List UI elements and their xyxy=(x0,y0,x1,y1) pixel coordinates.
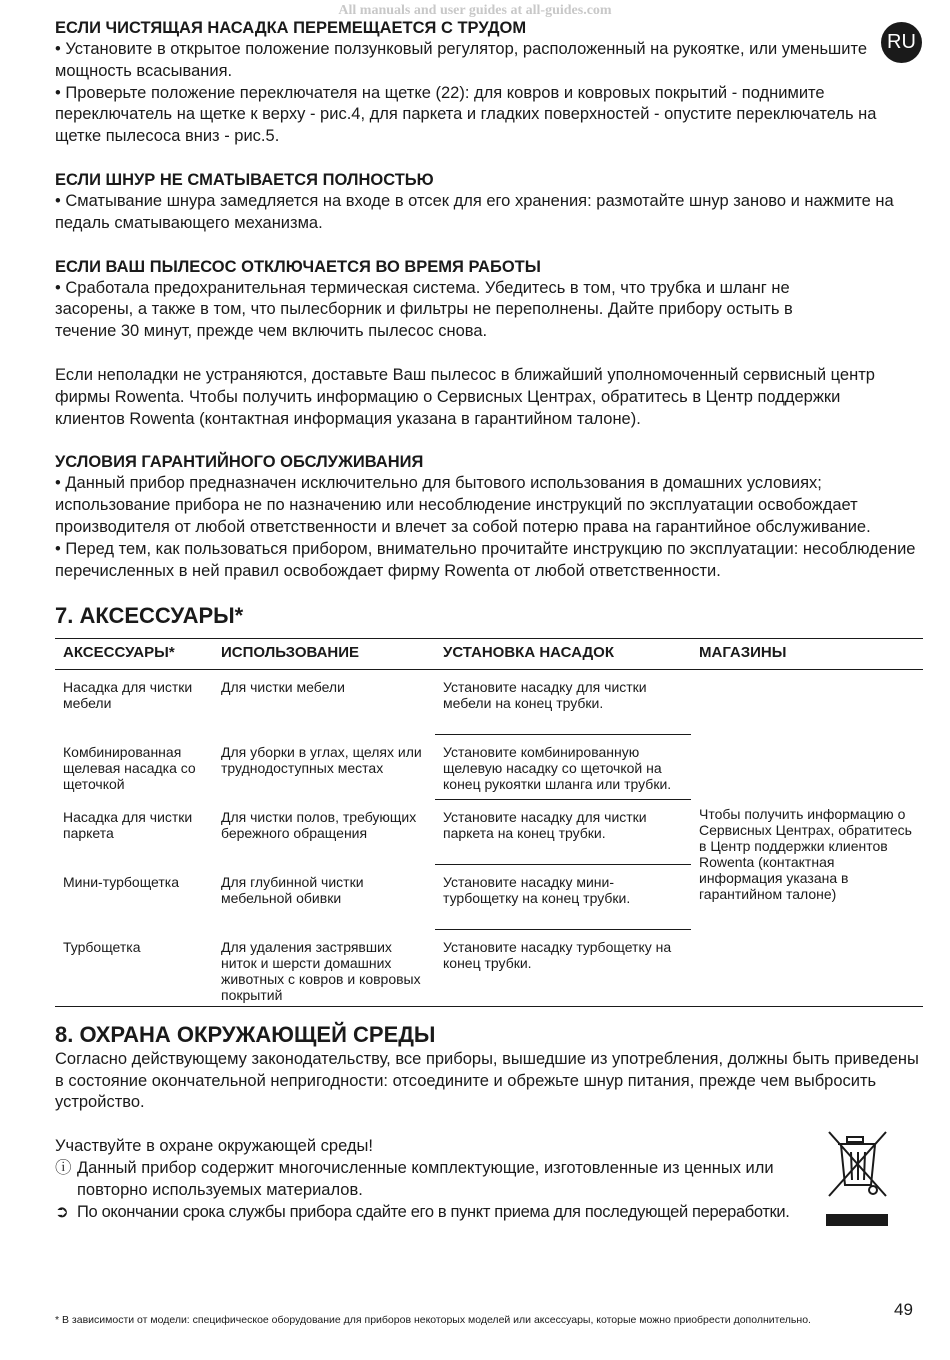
section-heading-shutoff: ЕСЛИ ВАШ ПЫЛЕСОС ОТКЛЮЧАЕТСЯ ВО ВРЕМЯ РАБОТЫ xyxy=(55,257,541,276)
paragraph: • Данный прибор предназначен исключительно для бытового использования в домашних условиях; использование прибора не по назначению или несоблюдение инструкций по эксплуатации освобождает производителя от любой ответственности и влечет за собой потерю права на гарантийное обслуживание. xyxy=(55,474,871,536)
accessory-use: Для чистки полов, требующих бережного обращения xyxy=(221,808,417,841)
accessory-name: Турбощетка xyxy=(55,930,213,1007)
paragraph: • Сработала предохранительная термическая система. Убедитесь в том, что трубка и шланг не засорены, а также в том, что пылесборник и фильтры не переполнены. Дайте прибору остыть в течение 30 минут, прежде чем включить пылесос снова. xyxy=(55,278,793,341)
accessory-name: Насадка для чистки паркета xyxy=(63,808,193,841)
paragraph: Если неполадки не устраняются, доставьте Ваш пылесос в ближайший уполномоченный сервисный центр фирмы Rowenta. Чтобы получить информацию о Сервисных Центрах, обратитесь в Центр поддержки клиентов Rowenta (контактная информация указана в гарантийном талоне). xyxy=(55,365,875,428)
accessory-use: Для уборки в углах, щелях или труднодоступных местах xyxy=(221,743,422,776)
paragraph: Согласно действующему законодательству, все приборы, вышедшие из употребления, должны быть приведены в состояние окончательной непригодности: отсоедините и обрежьте шнур питания, прежде чем выбросить устройство. xyxy=(55,1049,919,1112)
section-heading-warranty: УСЛОВИЯ ГАРАНТИЙНОГО ОБСЛУЖИВАНИЯ xyxy=(55,453,424,472)
paragraph: Участвуйте в охране окружающей среды! xyxy=(55,1137,373,1156)
accessory-install: Установите насадку для чистки мебели на конец трубки. xyxy=(435,670,691,735)
accessory-use: Для глубинной чистки мебельной обивки xyxy=(221,873,364,906)
column-header: ИСПОЛЬЗОВАНИЕ xyxy=(213,639,435,670)
section-heading-nozzle: ЕСЛИ ЧИСТЯЩАЯ НАСАДКА ПЕРЕМЕЩАЕТСЯ С ТРУДОМ xyxy=(55,19,527,37)
page-content xyxy=(55,18,923,1223)
shops-info: Чтобы получить информацию о Сервисных Центрах, обратитесь в Центр поддержки клиентов Rowenta (контактная информация указана в гарантийном талоне) xyxy=(691,670,923,1007)
accessory-install: Установите комбинированную щелевую насадку со щеточкой на конец рукоятки шланга или трубки. xyxy=(435,735,691,800)
accessory-install: Установите насадку мини-турбощетку на конец трубки. xyxy=(435,865,691,930)
accessory-name: Комбинированная щелевая насадка со щеточкой xyxy=(63,743,196,792)
recycle-note-text: Данный прибор содержит многочисленные комплектующие, изготовленные из ценных или повторно используемых материалов. xyxy=(77,1159,774,1199)
recycle-note xyxy=(55,1158,795,1202)
paragraph: • Установите в открытое положение ползунковый регулятор, расположенный на рукоятке, или уменьшите мощность всасывания. xyxy=(55,40,868,80)
watermark: All manuals and user guides at all-guides.com xyxy=(338,3,612,18)
accessory-name: Насадка для чистки мебели xyxy=(63,679,193,712)
crossed-out-wheelie-bin-icon xyxy=(826,1130,890,1228)
accessories-heading: 7. АКСЕССУАРЫ* xyxy=(55,603,244,629)
section-heading-cord: ЕСЛИ ШНУР НЕ СМАТЫВАЕТСЯ ПОЛНОСТЬЮ xyxy=(55,170,434,189)
accessory-install: Установите насадку турбощетку на конец трубки. xyxy=(435,930,691,1007)
language-badge: RU xyxy=(881,22,922,63)
page-number: 49 xyxy=(894,1300,913,1319)
accessory-name: Мини-турбощетка xyxy=(63,873,180,890)
environment-section xyxy=(55,1021,923,1224)
info-icon: ⓘ xyxy=(55,1159,72,1178)
accessory-use: Для чистки мебели xyxy=(221,679,345,696)
table-header-row xyxy=(55,639,923,670)
accessory-install: Установите насадку для чистки паркета на конец трубки. xyxy=(435,800,691,865)
accessory-use: Для удаления застрявших ниток и шерсти домашних животных с ковров и ковровых покрытий xyxy=(213,930,435,1007)
accessories-table xyxy=(55,638,923,1007)
footnote: * В зависимости от модели: специфическое оборудование для приборов некоторых моделей или аксессуары, которые можно приобрести дополнительно. xyxy=(55,1314,811,1326)
disposal-note xyxy=(55,1202,923,1224)
environment-heading: 8. ОХРАНА ОКРУЖАЮЩЕЙ СРЕДЫ xyxy=(55,1021,436,1047)
paragraph: • Перед тем, как пользоваться прибором, внимательно прочитайте инструкцию по эксплуатации: несоблюдение перечисленных в ней правил освобождает фирму Rowenta от любой ответственности. xyxy=(55,539,916,580)
column-header: УСТАНОВКА НАСАДОК xyxy=(435,639,691,670)
paragraph: • Сматывание шнура замедляется на входе в отсек для его хранения: размотайте шнур заново и нажмите на педаль сматывающего механизма. xyxy=(55,191,894,232)
arrow-icon: ➲ xyxy=(55,1202,69,1221)
column-header: АКСЕССУАРЫ* xyxy=(55,639,213,670)
column-header: МАГАЗИНЫ xyxy=(691,639,923,670)
paragraph: • Проверьте положение переключателя на щетке (22): для ковров и ковровых покрытий - поднимите переключатель на щетке к верху - рис.4, для паркета и гладких поверхностей - опустите переключатель на щетке пылесоса вниз - рис.5. xyxy=(55,83,877,146)
table-row xyxy=(55,670,923,735)
disposal-note-text: По окончании срока службы прибора сдайте его в пункт приема для последующей переработки. xyxy=(77,1202,790,1221)
